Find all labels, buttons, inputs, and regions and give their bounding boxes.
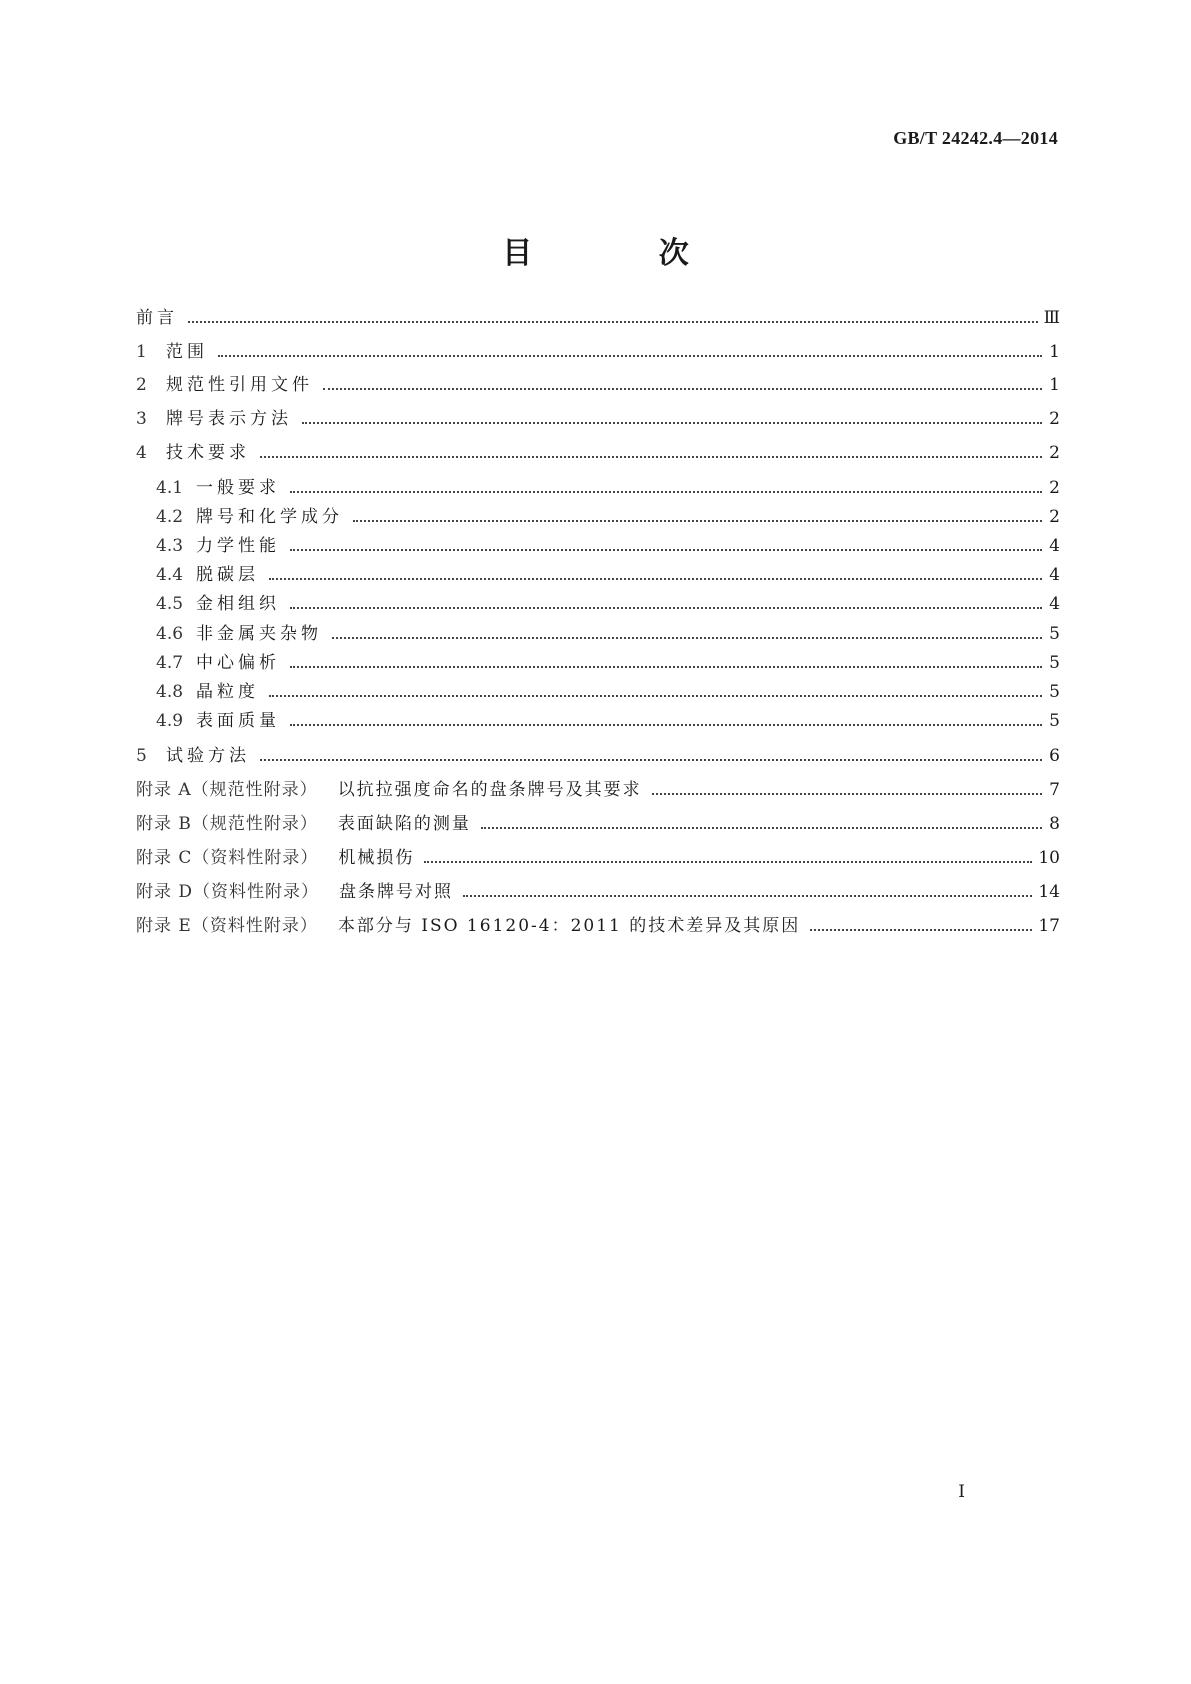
toc-entry-title: 非金属夹杂物: [196, 624, 322, 644]
toc-appendix-label: 附录 E（资料性附录）: [136, 916, 318, 936]
toc-entry[interactable]: [156, 533, 1060, 559]
toc-entry-title: 中心偏析: [196, 653, 280, 673]
toc-entry-title: 盘条牌号对照: [339, 882, 454, 902]
toc-section-number: 2: [136, 375, 147, 395]
dot-leader: [463, 895, 1032, 897]
toc-appendix-label: 附录 C（资料性附录）: [136, 848, 319, 868]
toc-entry[interactable]: [136, 879, 1060, 905]
dot-leader: [269, 578, 1042, 580]
toc-entry[interactable]: [136, 845, 1060, 871]
toc-page-number: 5: [1049, 682, 1060, 702]
toc-entry[interactable]: [136, 339, 1060, 365]
dot-leader: [290, 607, 1042, 609]
dot-leader: [290, 724, 1042, 726]
dot-leader: [260, 759, 1042, 761]
toc-section-number: 4.9: [156, 711, 184, 731]
toc-section-number: 4.6: [156, 624, 184, 644]
toc-entry[interactable]: [136, 406, 1060, 432]
toc-entry-title: 金相组织: [196, 594, 280, 614]
toc-entry-title: 以抗拉强度命名的盘条牌号及其要求: [337, 780, 642, 800]
toc-appendix-label: 附录 D（资料性附录）: [136, 882, 320, 902]
toc-page-number: 6: [1049, 746, 1060, 766]
toc-entry[interactable]: [156, 504, 1060, 530]
toc-entry[interactable]: [136, 913, 1060, 939]
toc-entry[interactable]: [156, 679, 1060, 705]
toc-section-number: 4.1: [156, 478, 184, 498]
toc-appendix-label: 附录 B（规范性附录）: [136, 814, 318, 834]
toc-entry-title: 脱碳层: [196, 565, 259, 585]
toc-entry-title: 晶粒度: [196, 682, 259, 702]
dot-leader: [269, 695, 1042, 697]
toc-entry-title: 试验方法: [166, 746, 250, 766]
toc-page-number: 2: [1049, 443, 1060, 463]
toc-page-number: 4: [1049, 536, 1060, 556]
toc-entry[interactable]: [136, 811, 1060, 837]
page-title: 目 次: [502, 236, 747, 271]
toc-page-number: 2: [1049, 507, 1060, 527]
toc-page-number: 4: [1049, 565, 1060, 585]
toc-section-number: 4.2: [156, 507, 184, 527]
dot-leader: [652, 793, 1042, 795]
toc-entry-title: 机械损伤: [338, 848, 415, 868]
toc-entry-title: 表面缺陷的测量: [337, 814, 471, 834]
toc-section-number: 4.4: [156, 565, 184, 585]
toc-entry[interactable]: [156, 650, 1060, 676]
dot-leader: [353, 520, 1042, 522]
toc-page-number: 14: [1038, 882, 1060, 902]
toc-section-number: 4.3: [156, 536, 184, 556]
toc-entry-title: 范围: [166, 342, 208, 362]
dot-leader: [424, 861, 1032, 863]
toc-page-number: 4: [1049, 594, 1060, 614]
dot-leader: [810, 929, 1032, 931]
dot-leader: [260, 456, 1042, 458]
toc-page-number: 5: [1049, 711, 1060, 731]
toc-entry[interactable]: [156, 475, 1060, 501]
standard-code: GB/T 24242.4—2014: [893, 128, 1058, 148]
dot-leader: [290, 549, 1042, 551]
toc-entry[interactable]: [136, 440, 1060, 466]
toc-page-number: 5: [1049, 653, 1060, 673]
toc-section-number: 1: [136, 342, 147, 362]
toc-section-number: 4.7: [156, 653, 184, 673]
toc-page-number: 7: [1049, 780, 1060, 800]
toc-section-number: 4.8: [156, 682, 184, 702]
dot-leader: [218, 355, 1042, 357]
dot-leader: [481, 827, 1042, 829]
toc-entry-title: 牌号和化学成分: [196, 507, 343, 527]
toc-appendix-label: 附录 A（规范性附录）: [136, 780, 318, 800]
toc-section-number: 4.5: [156, 594, 184, 614]
dot-leader: [302, 422, 1042, 424]
toc-entry-title: 一般要求: [196, 478, 280, 498]
toc-entry-title: 前言: [136, 308, 178, 328]
toc-page-number: 5: [1049, 624, 1060, 644]
toc-entry[interactable]: [156, 562, 1060, 588]
toc-entry-title: 规范性引用文件: [166, 375, 313, 395]
toc-entry-title: 力学性能: [196, 536, 280, 556]
dot-leader: [290, 666, 1042, 668]
toc-section-number: 5: [136, 746, 147, 766]
toc-entry[interactable]: [156, 621, 1060, 647]
toc-page-number: 1: [1049, 375, 1060, 395]
toc-page-number: 10: [1038, 848, 1060, 868]
toc-section-number: 3: [136, 409, 147, 429]
toc-entry[interactable]: [136, 777, 1060, 803]
toc-entry[interactable]: [136, 305, 1060, 331]
toc-page-number: 8: [1049, 814, 1060, 834]
toc-entry[interactable]: [136, 743, 1060, 769]
dot-leader: [188, 321, 1038, 323]
dot-leader: [332, 637, 1042, 639]
toc-page-number: 17: [1038, 916, 1060, 936]
page-number: I: [958, 1482, 965, 1502]
toc-page-number: 1: [1049, 342, 1060, 362]
toc-page-number: 2: [1049, 478, 1060, 498]
toc-entry-title: 牌号表示方法: [166, 409, 292, 429]
toc-entry[interactable]: [156, 708, 1060, 734]
dot-leader: [290, 491, 1042, 493]
toc-page-number: Ⅲ: [1043, 308, 1060, 328]
toc-entry-title: 技术要求: [166, 443, 250, 463]
toc-page-number: 2: [1049, 409, 1060, 429]
toc-entry[interactable]: [156, 591, 1060, 617]
toc-entry-title: 表面质量: [196, 711, 280, 731]
dot-leader: [323, 388, 1042, 390]
toc-entry[interactable]: [136, 372, 1060, 398]
toc-section-number: 4: [136, 443, 147, 463]
toc-entry-title: 本部分与 ISO 16120-4：2011 的技术差异及其原因: [337, 916, 801, 936]
